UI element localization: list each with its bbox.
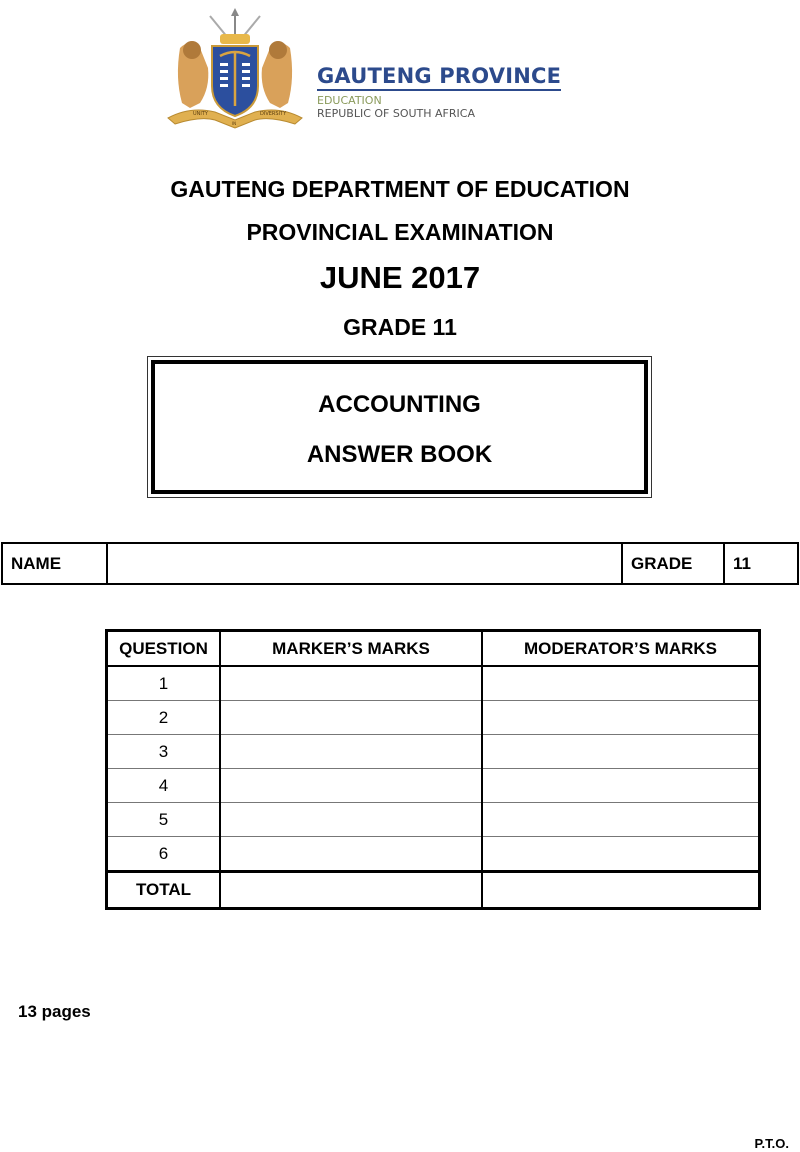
page-count: 13 pages bbox=[18, 1002, 91, 1021]
department-heading: GAUTENG DEPARTMENT OF EDUCATION bbox=[170, 176, 630, 202]
moderator-marks-cell[interactable] bbox=[482, 735, 760, 769]
logo-title: GAUTENG PROVINCE bbox=[317, 64, 561, 91]
table-row bbox=[107, 837, 760, 872]
table-row bbox=[107, 666, 760, 701]
coat-of-arms-icon bbox=[160, 8, 310, 133]
moderator-marks-cell[interactable] bbox=[482, 666, 760, 701]
marker-marks-cell[interactable] bbox=[220, 735, 482, 769]
marks-header-row bbox=[107, 631, 760, 667]
question-number: 1 bbox=[107, 666, 221, 701]
please-turn-over: P.T.O. bbox=[754, 1136, 789, 1151]
crest-motto-diversity: DIVERSITY bbox=[260, 111, 287, 117]
gauteng-logo bbox=[160, 8, 580, 133]
document-title: ANSWER BOOK bbox=[306, 441, 493, 468]
moderator-marks-cell[interactable] bbox=[482, 701, 760, 735]
table-row bbox=[107, 769, 760, 803]
question-number: 2 bbox=[107, 701, 221, 735]
session-heading: JUNE 2017 bbox=[319, 260, 481, 295]
moderator-marks-cell[interactable] bbox=[482, 837, 760, 872]
moderator-marks-cell[interactable] bbox=[482, 803, 760, 837]
name-grade-row bbox=[2, 543, 798, 584]
question-number: 5 bbox=[107, 803, 221, 837]
total-row bbox=[107, 872, 760, 909]
name-field[interactable] bbox=[107, 543, 622, 584]
title-box-inner bbox=[151, 360, 648, 494]
grade-value: 11 bbox=[724, 543, 798, 584]
total-marker-cell[interactable] bbox=[220, 872, 482, 909]
question-number: 3 bbox=[107, 735, 221, 769]
table-row bbox=[107, 701, 760, 735]
total-label: TOTAL bbox=[107, 872, 221, 909]
name-grade-table bbox=[1, 542, 799, 585]
marker-marks-cell[interactable] bbox=[220, 837, 482, 872]
marker-marks-cell[interactable] bbox=[220, 701, 482, 735]
header-moderators-marks: MODERATOR’S MARKS bbox=[482, 631, 760, 667]
name-label: NAME bbox=[2, 543, 107, 584]
question-number: 6 bbox=[107, 837, 221, 872]
table-row bbox=[107, 803, 760, 837]
header-question: QUESTION bbox=[107, 631, 221, 667]
marker-marks-cell[interactable] bbox=[220, 769, 482, 803]
grade-heading: GRADE 11 bbox=[343, 314, 457, 340]
marker-marks-cell[interactable] bbox=[220, 803, 482, 837]
header-markers-marks: MARKER’S MARKS bbox=[220, 631, 482, 667]
exam-heading: PROVINCIAL EXAMINATION bbox=[246, 219, 554, 245]
logo-text bbox=[317, 64, 561, 120]
crest-motto-in: IN bbox=[232, 121, 237, 126]
logo-subtitle: EDUCATION bbox=[317, 94, 382, 107]
grade-label: GRADE bbox=[622, 543, 724, 584]
marks-table bbox=[105, 629, 761, 910]
logo-country: REPUBLIC OF SOUTH AFRICA bbox=[317, 107, 475, 120]
subject-title: ACCOUNTING bbox=[318, 391, 481, 418]
crest-motto-unity: UNITY bbox=[193, 111, 208, 117]
table-row bbox=[107, 735, 760, 769]
question-number: 4 bbox=[107, 769, 221, 803]
marker-marks-cell[interactable] bbox=[220, 666, 482, 701]
total-moderator-cell[interactable] bbox=[482, 872, 760, 909]
moderator-marks-cell[interactable] bbox=[482, 769, 760, 803]
title-box bbox=[147, 356, 652, 498]
